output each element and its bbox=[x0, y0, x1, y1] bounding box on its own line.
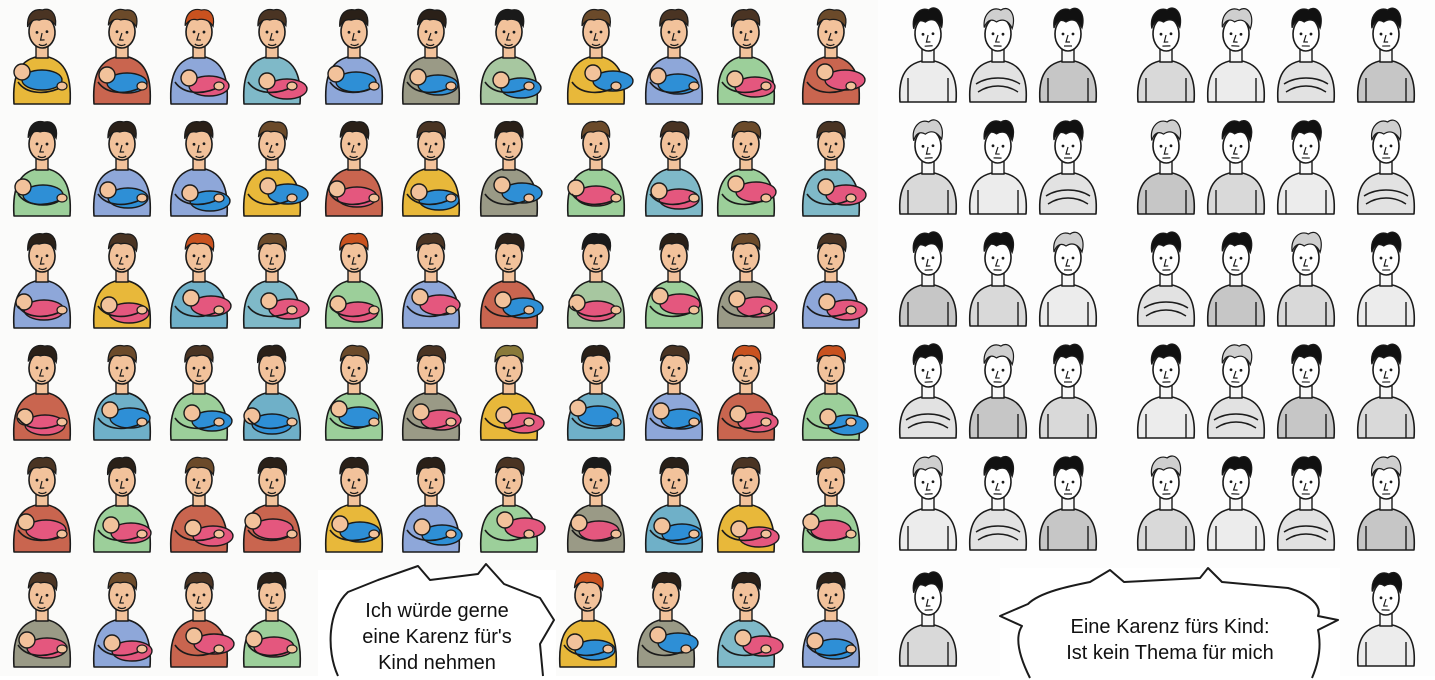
father-holding-baby-drawing bbox=[236, 114, 308, 219]
father-holding-baby-icon bbox=[163, 450, 235, 555]
man-without-baby-icon bbox=[962, 2, 1034, 107]
man-without-baby-drawing bbox=[1032, 226, 1104, 331]
father-holding-baby-drawing bbox=[710, 338, 782, 443]
speech-right-line-1: Eine Karenz fürs Kind: bbox=[1070, 616, 1270, 638]
man-without-baby-drawing bbox=[962, 226, 1034, 331]
father-holding-baby-icon bbox=[236, 2, 308, 107]
father-holding-baby-drawing bbox=[236, 450, 308, 555]
father-holding-baby-icon bbox=[795, 565, 867, 670]
man-without-baby-drawing bbox=[1200, 450, 1272, 555]
father-holding-baby-drawing bbox=[473, 114, 545, 219]
father-holding-baby-drawing bbox=[86, 2, 158, 107]
father-holding-baby-icon bbox=[86, 226, 158, 331]
father-holding-baby-drawing bbox=[795, 450, 867, 555]
father-holding-baby-icon bbox=[560, 2, 632, 107]
man-without-baby-drawing bbox=[892, 450, 964, 555]
father-holding-baby-icon bbox=[318, 2, 390, 107]
father-holding-baby-drawing bbox=[236, 565, 308, 670]
father-holding-baby-icon bbox=[630, 565, 702, 670]
father-holding-baby-drawing bbox=[163, 565, 235, 670]
father-holding-baby-icon bbox=[710, 450, 782, 555]
father-holding-baby-drawing bbox=[710, 114, 782, 219]
father-holding-baby-drawing bbox=[638, 2, 710, 107]
father-holding-baby-drawing bbox=[163, 226, 235, 331]
father-holding-baby-drawing bbox=[395, 226, 467, 331]
father-holding-baby-icon bbox=[638, 450, 710, 555]
man-without-baby-icon bbox=[1350, 566, 1422, 671]
father-holding-baby-icon bbox=[795, 2, 867, 107]
father-holding-baby-icon bbox=[560, 114, 632, 219]
father-holding-baby-icon bbox=[318, 114, 390, 219]
father-holding-baby-icon bbox=[638, 226, 710, 331]
man-without-baby-drawing bbox=[962, 338, 1034, 443]
father-holding-baby-icon bbox=[395, 226, 467, 331]
father-holding-baby-icon bbox=[710, 565, 782, 670]
father-holding-baby-icon bbox=[318, 338, 390, 443]
father-holding-baby-drawing bbox=[710, 2, 782, 107]
man-without-baby-drawing bbox=[1200, 2, 1272, 107]
father-holding-baby-icon bbox=[638, 114, 710, 219]
father-holding-baby-icon bbox=[6, 114, 78, 219]
father-holding-baby-icon bbox=[473, 226, 545, 331]
man-without-baby-icon bbox=[1270, 114, 1342, 219]
man-without-baby-icon bbox=[1200, 338, 1272, 443]
speech-left-line-2: eine Karenz für's bbox=[362, 626, 512, 648]
man-without-baby-icon bbox=[892, 226, 964, 331]
father-holding-baby-icon bbox=[236, 565, 308, 670]
father-holding-baby-icon bbox=[318, 226, 390, 331]
father-holding-baby-drawing bbox=[86, 226, 158, 331]
father-holding-baby-icon bbox=[86, 338, 158, 443]
father-holding-baby-icon bbox=[86, 565, 158, 670]
speech-bubble-left bbox=[318, 570, 556, 680]
father-holding-baby-icon bbox=[710, 226, 782, 331]
father-holding-baby-drawing bbox=[795, 2, 867, 107]
father-holding-baby-icon bbox=[163, 226, 235, 331]
father-holding-baby-drawing bbox=[318, 2, 390, 107]
father-holding-baby-icon bbox=[795, 450, 867, 555]
father-holding-baby-icon bbox=[473, 114, 545, 219]
father-holding-baby-drawing bbox=[638, 226, 710, 331]
speech-bubble-right bbox=[1000, 568, 1340, 678]
father-holding-baby-drawing bbox=[163, 450, 235, 555]
speech-left-line-1: Ich würde gerne bbox=[365, 600, 509, 622]
man-without-baby-drawing bbox=[1032, 338, 1104, 443]
man-without-baby-icon bbox=[1130, 114, 1202, 219]
father-holding-baby-icon bbox=[395, 2, 467, 107]
man-without-baby-icon bbox=[1130, 450, 1202, 555]
man-without-baby-drawing bbox=[1200, 114, 1272, 219]
father-holding-baby-drawing bbox=[560, 114, 632, 219]
man-without-baby-icon bbox=[892, 114, 964, 219]
man-without-baby-icon bbox=[1032, 114, 1104, 219]
father-holding-baby-icon bbox=[6, 565, 78, 670]
father-holding-baby-drawing bbox=[710, 565, 782, 670]
father-holding-baby-drawing bbox=[710, 450, 782, 555]
man-without-baby-icon bbox=[1032, 338, 1104, 443]
speech-right-line-2: Ist kein Thema für mich bbox=[1066, 642, 1274, 664]
man-without-baby-icon bbox=[1350, 338, 1422, 443]
father-holding-baby-drawing bbox=[236, 226, 308, 331]
father-holding-baby-drawing bbox=[638, 114, 710, 219]
father-holding-baby-drawing bbox=[6, 2, 78, 107]
father-holding-baby-icon bbox=[395, 338, 467, 443]
father-holding-baby-drawing bbox=[86, 565, 158, 670]
man-without-baby-icon bbox=[962, 114, 1034, 219]
father-holding-baby-drawing bbox=[318, 450, 390, 555]
man-without-baby-icon bbox=[1200, 450, 1272, 555]
man-without-baby-drawing bbox=[1032, 114, 1104, 219]
father-holding-baby-icon bbox=[560, 450, 632, 555]
father-holding-baby-drawing bbox=[6, 114, 78, 219]
father-holding-baby-drawing bbox=[236, 338, 308, 443]
man-without-baby-drawing bbox=[1270, 226, 1342, 331]
father-holding-baby-drawing bbox=[318, 226, 390, 331]
father-holding-baby-drawing bbox=[6, 565, 78, 670]
father-holding-baby-icon bbox=[552, 565, 624, 670]
father-holding-baby-drawing bbox=[560, 450, 632, 555]
father-holding-baby-drawing bbox=[630, 565, 702, 670]
father-holding-baby-drawing bbox=[395, 114, 467, 219]
man-without-baby-icon bbox=[1032, 450, 1104, 555]
father-holding-baby-drawing bbox=[6, 226, 78, 331]
man-without-baby-icon bbox=[1130, 226, 1202, 331]
father-holding-baby-drawing bbox=[86, 114, 158, 219]
father-holding-baby-icon bbox=[638, 338, 710, 443]
father-holding-baby-icon bbox=[163, 114, 235, 219]
father-holding-baby-drawing bbox=[795, 565, 867, 670]
man-without-baby-icon bbox=[892, 2, 964, 107]
father-holding-baby-drawing bbox=[473, 450, 545, 555]
man-without-baby-icon bbox=[892, 338, 964, 443]
man-without-baby-icon bbox=[1270, 450, 1342, 555]
father-holding-baby-drawing bbox=[395, 450, 467, 555]
man-without-baby-icon bbox=[1270, 338, 1342, 443]
man-without-baby-drawing bbox=[962, 450, 1034, 555]
man-without-baby-icon bbox=[1032, 2, 1104, 107]
father-holding-baby-icon bbox=[473, 2, 545, 107]
father-holding-baby-drawing bbox=[710, 226, 782, 331]
father-holding-baby-icon bbox=[710, 338, 782, 443]
father-holding-baby-icon bbox=[86, 2, 158, 107]
man-without-baby-drawing bbox=[1350, 450, 1422, 555]
man-without-baby-drawing bbox=[1200, 226, 1272, 331]
man-without-baby-drawing bbox=[1350, 338, 1422, 443]
father-holding-baby-icon bbox=[86, 114, 158, 219]
father-holding-baby-drawing bbox=[86, 450, 158, 555]
father-holding-baby-drawing bbox=[163, 2, 235, 107]
father-holding-baby-icon bbox=[318, 450, 390, 555]
father-holding-baby-drawing bbox=[6, 338, 78, 443]
man-without-baby-drawing bbox=[1350, 226, 1422, 331]
father-holding-baby-drawing bbox=[6, 450, 78, 555]
father-holding-baby-drawing bbox=[560, 2, 632, 107]
father-holding-baby-drawing bbox=[560, 226, 632, 331]
father-holding-baby-drawing bbox=[318, 114, 390, 219]
father-holding-baby-icon bbox=[163, 565, 235, 670]
father-holding-baby-drawing bbox=[86, 338, 158, 443]
man-without-baby-drawing bbox=[1270, 338, 1342, 443]
man-without-baby-drawing bbox=[892, 338, 964, 443]
man-without-baby-icon bbox=[1130, 338, 1202, 443]
father-holding-baby-drawing bbox=[318, 338, 390, 443]
man-without-baby-drawing bbox=[1270, 114, 1342, 219]
man-without-baby-icon bbox=[962, 450, 1034, 555]
man-without-baby-drawing bbox=[962, 2, 1034, 107]
man-without-baby-drawing bbox=[892, 226, 964, 331]
father-holding-baby-icon bbox=[395, 114, 467, 219]
man-without-baby-drawing bbox=[1130, 338, 1202, 443]
father-holding-baby-icon bbox=[710, 2, 782, 107]
father-holding-baby-icon bbox=[236, 450, 308, 555]
man-without-baby-icon bbox=[892, 566, 964, 671]
father-holding-baby-drawing bbox=[638, 338, 710, 443]
father-holding-baby-icon bbox=[86, 450, 158, 555]
father-holding-baby-icon bbox=[236, 338, 308, 443]
father-holding-baby-icon bbox=[473, 338, 545, 443]
father-holding-baby-drawing bbox=[473, 2, 545, 107]
man-without-baby-icon bbox=[1032, 226, 1104, 331]
father-holding-baby-icon bbox=[395, 450, 467, 555]
man-without-baby-drawing bbox=[1350, 566, 1422, 671]
father-holding-baby-icon bbox=[473, 450, 545, 555]
father-holding-baby-icon bbox=[795, 226, 867, 331]
father-holding-baby-drawing bbox=[163, 114, 235, 219]
father-holding-baby-icon bbox=[236, 114, 308, 219]
man-without-baby-drawing bbox=[1130, 450, 1202, 555]
man-without-baby-icon bbox=[1270, 2, 1342, 107]
man-without-baby-icon bbox=[1200, 2, 1272, 107]
man-without-baby-icon bbox=[1350, 2, 1422, 107]
father-holding-baby-drawing bbox=[163, 338, 235, 443]
father-holding-baby-drawing bbox=[795, 114, 867, 219]
father-holding-baby-icon bbox=[710, 114, 782, 219]
speech-left-line-3: Kind nehmen bbox=[378, 652, 496, 674]
man-without-baby-icon bbox=[1200, 114, 1272, 219]
man-without-baby-drawing bbox=[892, 2, 964, 107]
father-holding-baby-drawing bbox=[795, 338, 867, 443]
father-holding-baby-drawing bbox=[560, 338, 632, 443]
father-holding-baby-drawing bbox=[395, 338, 467, 443]
man-without-baby-drawing bbox=[1350, 2, 1422, 107]
father-holding-baby-icon bbox=[163, 338, 235, 443]
man-without-baby-icon bbox=[1350, 450, 1422, 555]
father-holding-baby-icon bbox=[6, 2, 78, 107]
father-holding-baby-icon bbox=[560, 226, 632, 331]
man-without-baby-icon bbox=[1270, 226, 1342, 331]
father-holding-baby-icon bbox=[236, 226, 308, 331]
father-holding-baby-drawing bbox=[473, 226, 545, 331]
man-without-baby-icon bbox=[1350, 114, 1422, 219]
father-holding-baby-icon bbox=[6, 226, 78, 331]
man-without-baby-drawing bbox=[1270, 450, 1342, 555]
father-holding-baby-drawing bbox=[473, 338, 545, 443]
man-without-baby-icon bbox=[962, 226, 1034, 331]
man-without-baby-drawing bbox=[1032, 450, 1104, 555]
man-without-baby-drawing bbox=[1130, 2, 1202, 107]
father-holding-baby-icon bbox=[6, 450, 78, 555]
man-without-baby-drawing bbox=[892, 566, 964, 671]
father-holding-baby-icon bbox=[795, 114, 867, 219]
man-without-baby-drawing bbox=[1032, 2, 1104, 107]
father-holding-baby-drawing bbox=[552, 565, 624, 670]
man-without-baby-icon bbox=[1350, 226, 1422, 331]
father-holding-baby-icon bbox=[638, 2, 710, 107]
father-holding-baby-icon bbox=[163, 2, 235, 107]
man-without-baby-icon bbox=[1200, 226, 1272, 331]
father-holding-baby-drawing bbox=[795, 226, 867, 331]
man-without-baby-drawing bbox=[1200, 338, 1272, 443]
man-without-baby-drawing bbox=[1350, 114, 1422, 219]
man-without-baby-icon bbox=[1130, 2, 1202, 107]
father-holding-baby-drawing bbox=[236, 2, 308, 107]
man-without-baby-drawing bbox=[1130, 114, 1202, 219]
man-without-baby-drawing bbox=[892, 114, 964, 219]
father-holding-baby-icon bbox=[6, 338, 78, 443]
man-without-baby-drawing bbox=[1270, 2, 1342, 107]
man-without-baby-icon bbox=[962, 338, 1034, 443]
father-holding-baby-drawing bbox=[638, 450, 710, 555]
father-holding-baby-drawing bbox=[395, 2, 467, 107]
man-without-baby-drawing bbox=[962, 114, 1034, 219]
father-holding-baby-icon bbox=[795, 338, 867, 443]
man-without-baby-drawing bbox=[1130, 226, 1202, 331]
man-without-baby-icon bbox=[892, 450, 964, 555]
father-holding-baby-icon bbox=[560, 338, 632, 443]
